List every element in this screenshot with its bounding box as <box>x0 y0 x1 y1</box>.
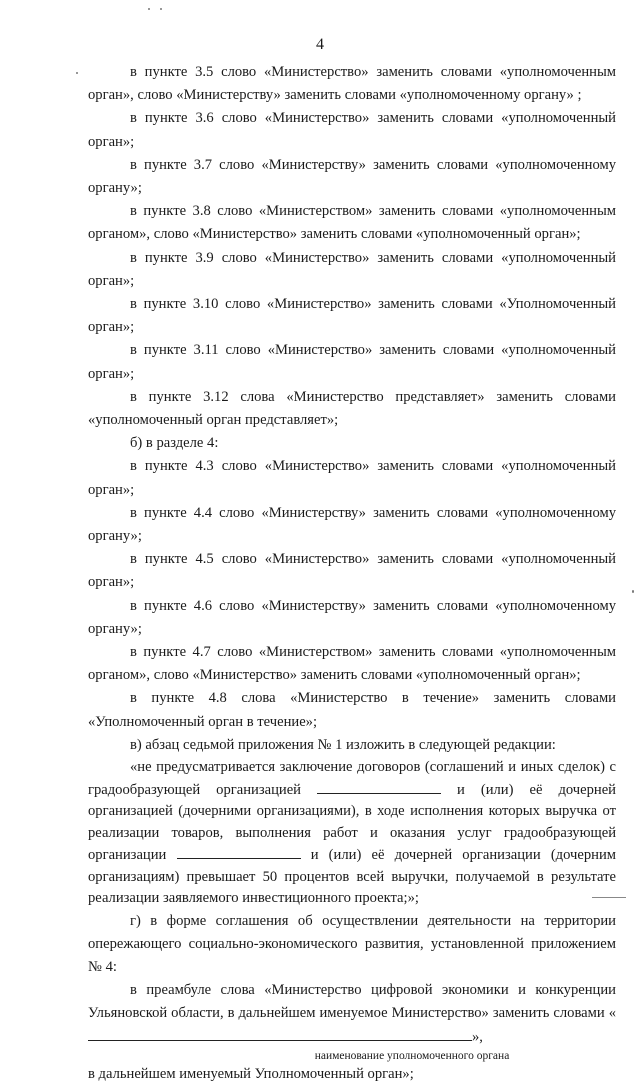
paragraph-text: в преамбуле слова «Министерство цифровой экономики и конкуренции Ульяновской области, в дальнейшем именуемое Министерство» заменить словами « <box>88 982 616 1022</box>
scan-speck <box>148 8 150 10</box>
paragraph: в пункте 4.3 слово «Министерство» заменить словами «уполномоченный орган»; <box>88 458 616 498</box>
blank-line <box>177 844 301 859</box>
paragraph: в дальнейшем именуемый Уполномоченный орган»; <box>88 1065 414 1082</box>
paragraph-text: и (или) её дочерней организации (дочерним организациям) превышает 50 процентов всей выручки, получаемой в результате реализации заявляемого инвестиционного проекта;»; <box>88 847 616 907</box>
paragraph-text: », <box>472 1028 483 1045</box>
blank-line <box>88 1026 472 1041</box>
page-number: 4 <box>316 36 324 53</box>
paragraph: в пункте 3.9 слово «Министерство» заменить словами «уполномоченный орган»; <box>88 249 616 289</box>
paragraph <box>88 979 616 1049</box>
paragraph: в пункте 3.8 слово «Министерством» заменить словами «уполномоченным органом», слово «Министерство» заменить словами «уполномоченный орган»; <box>88 203 616 243</box>
paragraph: б) в разделе 4: <box>130 435 219 452</box>
blank-line <box>317 779 441 794</box>
paragraph-text: и (или) её дочерней организацией (дочерними организациями), в ходе исполнения которых выручка от реализации товаров, выполнения работ и оказания услуг градообразующей организации <box>88 781 616 864</box>
scan-speck <box>632 590 634 593</box>
paragraph: в пункте 4.6 слово «Министерству» заменить словами «уполномоченному органу»; <box>88 597 616 637</box>
paragraph: в пункте 4.7 слово «Министерством» заменить словами «уполномоченным органом», слово «Министерство» заменить словами «уполномоченный орган»; <box>88 644 616 684</box>
paragraph: в пункте 4.4 слово «Министерству» заменить словами «уполномоченному органу»; <box>88 504 616 545</box>
blank-caption: наименование уполномоченного органа <box>314 1049 510 1062</box>
paragraph: в пункте 3.12 слова «Министерство представляет» заменить словами «уполномоченный орган представляет»; <box>88 388 616 429</box>
quoted-paragraph <box>88 757 616 910</box>
paragraph: в пункте 4.8 слова «Министерство в течение» заменить словами «Уполномоченный орган в течение»; <box>88 690 616 730</box>
scan-speck <box>76 72 78 74</box>
paragraph: в пункте 3.7 слово «Министерству» заменить словами «уполномоченному органу»; <box>88 156 616 197</box>
scan-speck <box>160 8 162 10</box>
paragraph-text: «не предусматривается заключение договоров (соглашений и иных сделок) с градообразующей организацией <box>88 759 616 798</box>
paragraph: в пункте 3.10 слово «Министерство» заменить словами «Уполномоченный орган»; <box>88 296 616 336</box>
paragraph: в) абзац седьмой приложения № 1 изложить в следующей редакции: <box>130 736 556 753</box>
paragraph: в пункте 3.6 слово «Министерство» заменить словами «уполномоченный орган»; <box>88 110 616 150</box>
paragraph: в пункте 4.5 слово «Министерство» заменить словами «уполномоченный орган»; <box>88 551 616 591</box>
paragraph: в пункте 3.5 слово «Министерство» заменить словами «уполномоченным орган», слово «Министерству» заменить словами «уполномоченному органу» ; <box>88 64 616 104</box>
document-body <box>88 61 616 1086</box>
paragraph: г) в форме соглашения об осуществлении деятельности на территории опережающего социально-экономического развития, установленной приложением № 4: <box>88 912 616 975</box>
paragraph: в пункте 3.11 слово «Министерство» заменить словами «уполномоченный орган»; <box>88 342 616 382</box>
